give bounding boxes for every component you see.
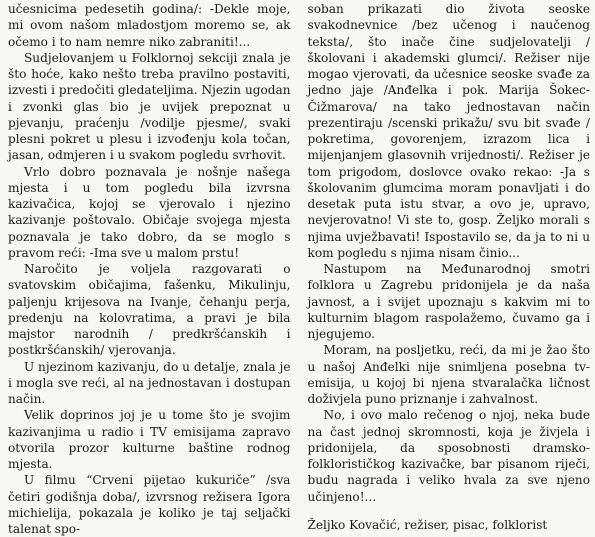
paragraph: učesnicima pedesetih godina/: -Dekle moje, mi ovom našom mladostjom moremo se, ak očemo i to nam nemre niko zabraniti!... bbox=[8, 2, 291, 49]
paragraph: No, i ovo malo rečenog o njoj, neka bude na čast jednoj skromnosti, koja je živjela i pridonijela, da sposobnosti dramsko-folklorističkog kazivačke, bar pisanom riječi, budu nagrada i veliko hvala za sve njeno učinjeno!... bbox=[307, 408, 590, 504]
author-signature: Željko Kovačić, režiser, pisac, folklorist bbox=[307, 517, 548, 532]
paragraph: U njezinom kazivanju, do u detalje, znala je i mogla sve reći, al na jednostavan i dostupan način. bbox=[8, 359, 291, 406]
paragraph: Moram, na posljetku, reći, da mi je žao što u našoj Anđelki nije snimljena posebna tv-emisija, u kojoj bi njena stvaralačka ličnost doživjela puno priznanje i zahvalnost. bbox=[307, 343, 590, 406]
paragraph: soban prikazati dio života seoske svakodnevnice /bez učenog i naučenog teksta/, što inače čine sudjelovatelji /školovani i akademski glumci/. Režiser nije mogao vjerovati, da učesnice seoske svađe za jedno jaje /Anđelka i pok. Marija Šokec-Čižmarova/ na tako jednostavan način prezentiraju /scenski prikažu/ svu bit svađe / pokretima, govorenjem, izrazom lica i mijenjanjem glasovnih vrijednosti/. Režiser je tom prigodom, doslovce ovako rekao: -Ja s školovanim glumcima moram ponavljati i do desetak puta istu stvar, a ovo je, upravo, nevjerovatno! Vi ste to, gosp. Željko morali s njima uvježbavati! Ispostavilo se, da ja to ni u kom pogledu s njima nisam činio... bbox=[307, 2, 590, 260]
paragraph: Naročito je voljela razgovarati o svatovskim običajima, fašenku, Mikulinju, paljenju krijesova na Ivanje, čehanju perja, predenju na kolovratima, a pravi je bila majstor narodnih / predkršćanskih i postkršćanskih/ vjerovanja. bbox=[8, 262, 291, 358]
paragraph: Vrlo dobro poznavala je nošnje našega mjesta i u tom pogledu bila izvrsna kazivačica, kojoj se vjerovalo i njezino kazivanje poštovalo. Običaje svojega mjesta poznavala je tako dobro, da se moglo s pravom reći: -Ima sve u malom prstu! bbox=[8, 164, 291, 260]
right-column bbox=[307, 0, 591, 532]
left-column bbox=[8, 0, 291, 536]
paragraph: U filmu “Crveni pijetao kukuriče” /sva četiri godišnja doba/, izvrsnog režisera Igora michielija, pokazala je koliko je taj seljački talenat spo- bbox=[8, 473, 291, 536]
paragraph: Velik doprinos joj je u tome što je svojim kazivanjima u radio i TV emisijama zapravo otvorila prozor kulturne baštine rodnog mjesta. bbox=[8, 408, 291, 471]
paragraph: Nastupom na Međunarodnoj smotri folklora u Zagrebu pridonijela je da naša javnost, a i svijet upoznaju s kakvim mi to kulturnim blagom raspolažemo, čuvamo ga i njegujemo. bbox=[307, 262, 590, 341]
paragraph: Sudjelovanjem u Folklornoj sekciji znala je što hoće, kako nešto treba pravilno postaviti, izvesti i predočiti gledateljima. Njezin ugodan i zvonki glas bio je uvijek prepoznat u pjevanju, praćenju /vodilje pjesme/, svaki plesni pokret u plesu i izvođenju kola točan, jasan, odmjeren i u svakom pogledu svrhovit. bbox=[8, 50, 291, 163]
